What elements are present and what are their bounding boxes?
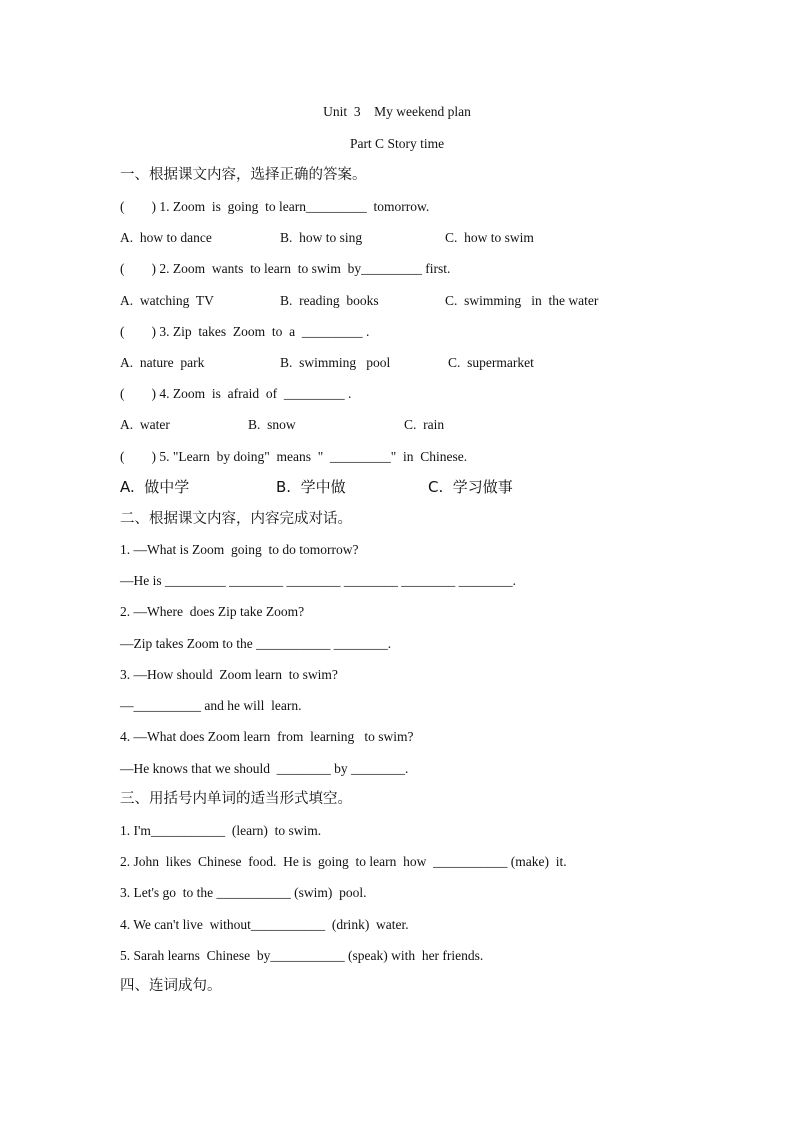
q1-option-a: A. how to dance (120, 230, 212, 245)
q3-option-c: C. supermarket (448, 355, 534, 370)
dialogue-line: —Zip takes Zoom to the ___________ ________. (120, 636, 392, 651)
q2-option-b: B. reading books (280, 293, 379, 308)
dialogue-line: 1. —What is Zoom going to do tomorrow? (120, 542, 359, 557)
fill-in-line: 2. John likes Chinese food. He is going to learn how ___________ (make) it. (120, 854, 567, 869)
dialogue-line: —He knows that we should ________ by ________. (120, 761, 409, 776)
fill-in-line: 1. I'm___________ (learn) to swim. (120, 823, 322, 838)
question-4: ( ) 4. Zoom is afraid of _________ . (120, 386, 352, 401)
q5-option-c: C. 学习做事 (428, 478, 513, 496)
q4-option-c: C. rain (404, 417, 445, 432)
q2-option-c: C. swimming in the water (445, 293, 599, 308)
q1-option-c: C. how to swim (445, 230, 534, 245)
dialogue-line: 3. —How should Zoom learn to swim? (120, 667, 338, 682)
section-3-heading: 三、用括号内单词的适当形式填空。 (120, 791, 352, 807)
fill-in-line: 3. Let's go to the ___________ (swim) pool. (120, 885, 367, 900)
dialogue-line: —He is _________ ________ ________ ________ ________ ________. (120, 573, 516, 588)
dialogue-line: —__________ and he will learn. (120, 698, 302, 713)
question-5: ( ) 5. "Learn by doing" means " _________" in Chinese. (120, 449, 468, 464)
question-1: ( ) 1. Zoom is going to learn_________ tomorrow. (120, 199, 430, 214)
q5-option-b: B. 学中做 (276, 478, 346, 496)
q2-option-a: A. watching TV (120, 293, 214, 308)
q4-option-b: B. snow (248, 417, 296, 432)
q1-option-b: B. how to sing (280, 230, 363, 245)
section-2-heading: 二、根据课文内容，内容完成对话。 (120, 511, 352, 527)
section-4-heading: 四、连词成句。 (120, 978, 222, 994)
page-title: Unit 3 My weekend plan (323, 104, 471, 119)
dialogue-line: 4. —What does Zoom learn from learning to swim? (120, 729, 414, 744)
q3-option-b: B. swimming pool (280, 355, 391, 370)
fill-in-line: 4. We can't live without___________ (drink) water. (120, 917, 409, 932)
q3-option-a: A. nature park (120, 355, 205, 370)
q5-option-a: A. 做中学 (120, 478, 190, 496)
section-1-heading: 一、根据课文内容，选择正确的答案。 (120, 167, 367, 183)
question-2: ( ) 2. Zoom wants to learn to swim by_________ first. (120, 261, 451, 276)
fill-in-line: 5. Sarah learns Chinese by___________ (speak) with her friends. (120, 948, 484, 963)
q4-option-a: A. water (120, 417, 170, 432)
dialogue-line: 2. —Where does Zip take Zoom? (120, 604, 305, 619)
page-subtitle: Part C Story time (349, 136, 445, 151)
question-3: ( ) 3. Zip takes Zoom to a _________ . (120, 324, 370, 339)
